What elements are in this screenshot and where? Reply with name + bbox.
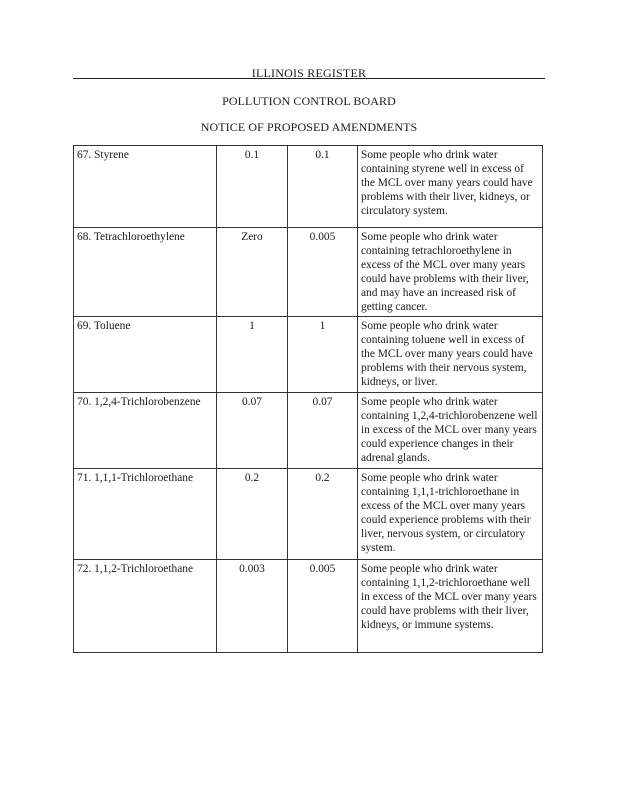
contaminant-name: 72. 1,1,2-Trichloroethane xyxy=(74,559,217,652)
health-effects: Some people who drink water containing 1,2,4-trichlorobenzene well in excess of the MCL over many years could experience changes in their adrenal glands. xyxy=(358,393,543,469)
mclg-value: 0.1 xyxy=(288,146,358,228)
health-effects: Some people who drink water containing styrene well in excess of the MCL over many years could have problems with their liver, kidneys, or circulatory system. xyxy=(358,146,543,228)
table-row xyxy=(74,228,543,317)
table-row xyxy=(74,146,543,228)
health-effects: Some people who drink water containing 1,1,1-trichloroethane in excess of the MCL over many years could experience problems with their liver, nervous system, or circulatory system. xyxy=(358,468,543,559)
header-rule xyxy=(73,78,545,79)
table-row xyxy=(74,317,543,393)
mcl-value: 0.07 xyxy=(217,393,288,469)
mcl-value: 0.2 xyxy=(217,468,288,559)
mcl-value: 0.1 xyxy=(217,146,288,228)
mclg-value: 0.07 xyxy=(288,393,358,469)
table-row xyxy=(74,559,543,652)
notice-title: NOTICE OF PROPOSED AMENDMENTS xyxy=(200,120,418,134)
mclg-value: 1 xyxy=(288,317,358,393)
mcl-value: Zero xyxy=(217,228,288,317)
health-effects: Some people who drink water containing 1,1,2-trichloroethane well in excess of the MCL over many years could have problems with their liver, kidneys, or immune systems. xyxy=(358,559,543,652)
mclg-value: 0.005 xyxy=(288,228,358,317)
contaminant-name: 67. Styrene xyxy=(74,146,217,228)
mclg-value: 0.2 xyxy=(288,468,358,559)
contaminant-name: 70. 1,2,4-Trichlorobenzene xyxy=(74,393,217,469)
board-title: POLLUTION CONTROL BOARD xyxy=(222,94,396,108)
mcl-value: 0.003 xyxy=(217,559,288,652)
health-effects: Some people who drink water containing toluene well in excess of the MCL over many years could have problems with their nervous system, kidneys, or liver. xyxy=(358,317,543,393)
contaminant-name: 69. Toluene xyxy=(74,317,217,393)
contaminant-table xyxy=(73,145,543,653)
table-row xyxy=(74,393,543,469)
contaminant-name: 68. Tetrachloroethylene xyxy=(74,228,217,317)
mcl-value: 1 xyxy=(217,317,288,393)
health-effects: Some people who drink water containing tetrachloroethylene in excess of the MCL over many years could have problems with their liver, and may have an increased risk of getting cancer. xyxy=(358,228,543,317)
contaminant-name: 71. 1,1,1-Trichloroethane xyxy=(74,468,217,559)
table-row xyxy=(74,468,543,559)
register-title: ILLINOIS REGISTER xyxy=(251,66,367,80)
mclg-value: 0.005 xyxy=(288,559,358,652)
